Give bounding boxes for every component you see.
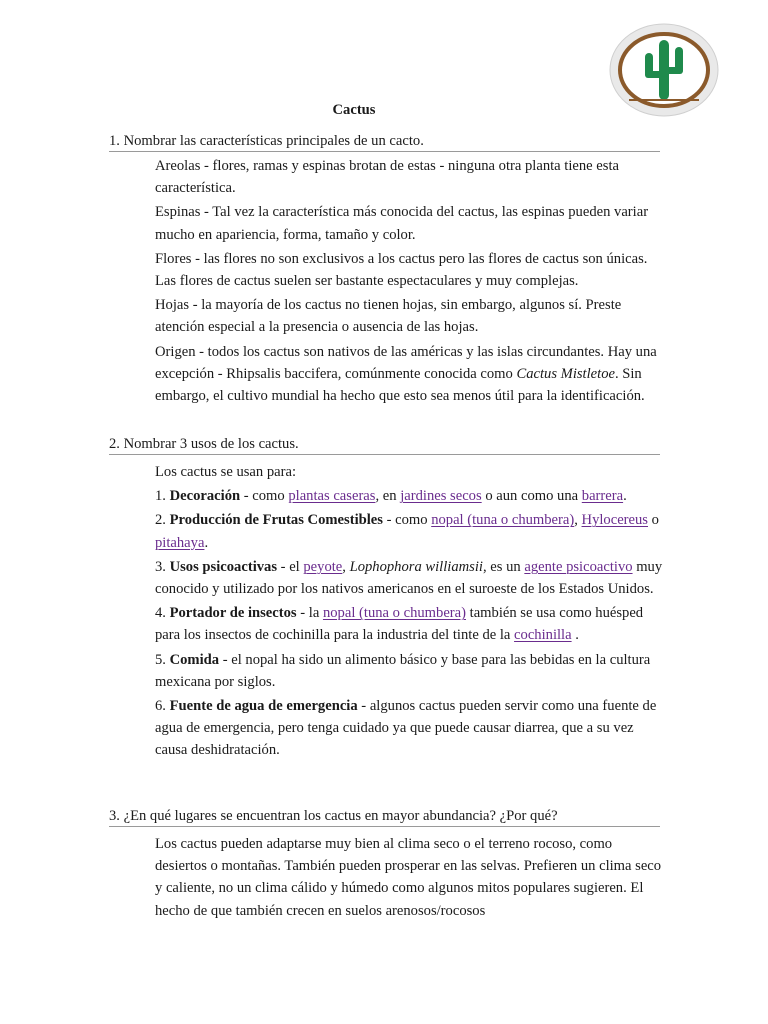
jardines-secos-link[interactable]: jardines secos xyxy=(400,488,482,505)
question-1-heading: 1. Nombrar las características principales de un cacto. xyxy=(109,132,660,152)
espinas-paragraph: Espinas - Tal vez la característica más conocida del cactus, las espinas pueden variar mucho en apariencia, forma, tamaño y color. xyxy=(155,204,649,243)
question-2-heading: 2. Nombrar 3 usos de los cactus. xyxy=(109,435,660,455)
plantas-caseras-link[interactable]: plantas caseras xyxy=(288,488,376,505)
use-psicoactivas: 3. Usos psicoactivas - el peyote, Lophophora williamsii, es un agente psicoactivo muy conocido y utilizado por los nativos americanos en el suroeste de los Estados Unidos. xyxy=(155,558,663,598)
areolas-paragraph: Areolas - flores, ramas y espinas brotan de estas - ninguna otra planta tiene esta característica. xyxy=(155,158,619,197)
question-1-answer xyxy=(155,155,663,409)
use-comida: 5. Comida - el nopal ha sido un alimento básico y base para las bebidas en la cultura mexicana por siglos. xyxy=(155,651,651,690)
pitahaya-link[interactable]: pitahaya xyxy=(155,534,205,551)
question-3-answer xyxy=(155,833,663,924)
question-2-answer xyxy=(155,461,663,764)
page-title: Cactus xyxy=(332,102,376,118)
use-decoracion: 1. Decoración - como plantas caseras, en jardines secos o aun como una barrera. xyxy=(155,488,627,505)
nopal-chumbera-link[interactable]: nopal (tuna o chumbera) xyxy=(322,605,466,622)
hojas-paragraph: Hojas - la mayoría de los cactus no tienen hojas, sin embargo, algunos sí. Preste atención especial a la presencia o ausencia de las hojas. xyxy=(155,297,622,336)
use-agua: 6. Fuente de agua de emergencia - algunos cactus pueden servir como una fuente de agua de emergencia, pero tenga cuidado ya que puede causar diarrea, que a su vez causa deshidratación. xyxy=(155,698,657,759)
origen-paragraph: Origen - todos los cactus son nativos de las américas y las islas circundantes. Hay una excepción - Rhipsalis baccifera, comúnmente conocida como Cactus Mistletoe. Sin embargo, el cultivo mundial ha hecho que esto sea menos útil para la identificación. xyxy=(155,343,657,405)
lugares-paragraph: Los cactus pueden adaptarse muy bien al clima seco o el terreno rocoso, como desiertos o montañas. También pueden prosperar en las selvas. Prefieren un clima seco y caliente, no un clima cálido y húmedo como algunos mitos populares sugieren. El hecho de que también crecen en suelos arenosos/rocosos xyxy=(155,836,662,919)
use-insectos: 4. Portador de insectos - la nopal (tuna o chumbera) también se usa como huésped para los insectos de cochinilla para la industria del tinte de la cochinilla . xyxy=(155,605,644,644)
uses-intro: Los cactus se usan para: xyxy=(155,464,297,480)
use-frutas: 2. Producción de Frutas Comestibles - como nopal (tuna o chumbera), Hylocereus o pitahaya. xyxy=(155,512,659,551)
barrera-link[interactable]: barrera xyxy=(581,488,624,505)
peyote-link[interactable]: peyote xyxy=(303,558,343,575)
agente-psicoactivo-link[interactable]: agente psicoactivo xyxy=(524,558,633,575)
flores-paragraph: Flores - las flores no son exclusivos a los cactus pero las flores de cactus son únicas. Las flores de cactus suelen ser bastante espectaculares y muy complejas. xyxy=(155,250,648,290)
cochinilla-link[interactable]: cochinilla xyxy=(514,627,572,644)
hylocereus-link[interactable]: Hylocereus xyxy=(581,512,648,529)
nopal-link[interactable]: nopal (tuna o chumbera) xyxy=(431,512,575,529)
question-3-heading: 3. ¿En qué lugares se encuentran los cactus en mayor abundancia? ¿Por qué? xyxy=(109,807,660,827)
